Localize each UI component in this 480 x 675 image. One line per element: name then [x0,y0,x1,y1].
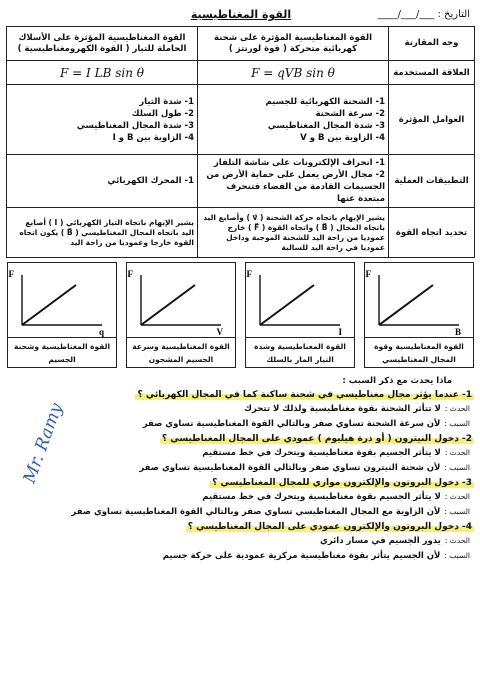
table-row-relation [7,61,475,85]
list-item: 2- مجال الأرض يعمل على حماية الأرض من الجسيمات القادمة من الفضاء فتنحرف مبتعدة عنها [206,170,385,204]
graph-f-vs-q-plot [6,263,116,339]
questions-heading: ماذا يحدث مع ذكر السبب : [342,376,452,386]
graph-caption: القوة المغناطيسية وشحنة الجسيم [7,338,117,368]
event-label: الحدث : [444,404,470,413]
event-text: لا تتأثر الشحنة بقوة مغناطيسية ولذلك لا تتحرك [244,404,441,414]
list-item: 1- شدة التيار [139,96,194,107]
table-header-row [7,27,475,61]
header-charge: القوة المغناطيسية المؤثرة على شحنة كهربائية متحركة ( قوة لورنتز ) [198,27,389,61]
table-row-factors [7,85,475,155]
graph-f-vs-i-plot [244,263,354,339]
event-line [6,535,470,547]
question-text: 2- دخول النيترون ( أو ذرة هيليوم ) عمودي على المجال المغناطيسي ؟ [161,434,472,444]
proportional-line [141,285,195,325]
graph-f-vs-b [364,262,474,368]
table-row-applications [7,155,475,208]
list-item: 4- الزاوية بين B و V [300,132,385,143]
header [6,6,474,26]
table-row-direction [7,208,475,258]
list-item: 1- انحراف الإلكترونات على شاشة التلفاز [213,158,385,168]
factors-wire [7,85,198,155]
applications-wire [7,155,198,208]
comparison-table [6,26,475,258]
y-label: F [365,269,371,279]
list-item: 3- شدة المجال المغناطيسي [76,120,194,131]
page-title: القوة المغناطيسية [190,8,292,21]
reason-text: لأن الجسيم يتأثر بقوة مغناطيسية مركزية عمودية على حركة جسيم [162,551,441,561]
direction-charge: يشير الإبهام باتجاه حركة الشحنة ( v⃗ ) وأصابع اليد باتجاه المجال ( B⃗ ) واتجاه القوة ( F⃗ ) خارج عموديا من راحة اليد للشحنة الموجبة وداخل عموديا في راحة اليد للسالبة [198,208,389,258]
x-label: B [454,327,461,337]
graph-f-vs-q [7,262,117,368]
reason-text: لأن سرعة الشحنة تساوي صفر وبالتالي القوة المغناطيسية تساوي صفر [142,419,441,429]
equation-charge: F = qVB sin θ [198,61,389,85]
proportional-line [22,285,76,325]
graph-f-vs-i [245,262,355,368]
list-item: 2- طول السلك [131,108,194,119]
question-text: 3- دخول البروتون والإلكترون موازي للمجال المغناطيسي ؟ [212,478,472,488]
reason-label: السبب : [444,551,470,560]
graph-f-vs-b-plot [363,263,473,339]
x-label: q [98,327,104,337]
reason-label: السبب : [444,463,470,472]
signature-text: Mr. Ramy [19,400,67,486]
handwritten-signature [18,400,78,490]
row-label-applications: التطبيقات العملية [389,155,475,208]
row-label-direction: تحديد اتجاه القوة [389,208,475,258]
y-label: F [8,269,14,279]
reason-line [6,506,470,518]
applications-charge [198,155,389,208]
graph-caption: القوة المغناطيسية وسرعة الجسيم المشحون [126,338,236,368]
y-label: F [127,269,133,279]
list-item: 2- سرعة الشحنة [315,108,385,119]
list-item: 3- شدة المجال المغناطيسي [267,120,385,131]
y-label: F [246,269,252,279]
event-text: يدور الجسيم في مسار دائري [320,536,441,546]
reason-text: لأن شحنة النيترون تساوي صفر وبالتالي القوة المغناطيسية تساوي صفر [139,463,441,473]
equation-wire: F = I LB sin θ [7,61,198,85]
x-label: I [338,327,342,337]
date-field: التاريخ : ___/___/____ [377,9,470,20]
question-item [6,522,474,562]
event-text: لا يتأثر الجسيم بقوة مغناطيسية ويتحرك في خط مستقيم [202,492,441,502]
row-label-relation: العلاقة المستخدمة [389,61,475,85]
row-label-factors: العوامل المؤثرة [389,85,475,155]
reason-line [6,550,470,562]
event-line [6,491,470,503]
event-label: الحدث : [444,448,470,457]
proportional-line [260,285,314,325]
list-item: 1- المحرك الكهربائي [107,176,194,186]
list-item: 4- الزاوية بين B و I [112,132,194,143]
reason-label: السبب : [444,507,470,516]
x-label: V [216,327,223,337]
header-wire: القوة المغناطيسية المؤثرة على الأسلاك الحاملة للتيار ( القوة الكهرومغناطيسية ) [7,27,198,61]
graph-caption: القوة المغناطيسية وشدة التيار المار بالسلك [245,338,355,368]
reason-label: السبب : [444,419,470,428]
reason-text: لأن الزاوية مع المجال المغناطيسي تساوي صفر وبالتالي القوة المغناطيسية تساوي صفر [71,507,441,517]
header-label: وجه المقارنة [389,27,475,61]
graph-caption: القوة المغناطيسية وقوة المجال المغناطيسي [364,338,474,368]
event-text: لا يتأثر الجسيم بقوة مغناطيسية ويتحرك في خط مستقيم [202,448,441,458]
direction-wire: يشير الإبهام باتجاه التيار الكهربائي ( I ) أصابع اليد باتجاه المجال المغناطيسي ( B⃗ ) يكون اتجاه القوة خارجا وعموديا من راحة اليد [7,208,198,258]
question-text: 1- عندما يؤثر مجال مغناطيسي في شحنة ساكنة كما في المجال الكهربائي ؟ [137,390,472,400]
graph-f-vs-v-plot [125,263,235,339]
graphs-row [6,262,474,370]
list-item: 1- الشحنة الكهربائية للجسيم [265,96,385,107]
question-text: 4- دخول البروتون والإلكترون عمودي على المجال المغناطيسي ؟ [187,522,472,532]
factors-charge [198,85,389,155]
event-label: الحدث : [444,492,470,501]
event-label: الحدث : [444,536,470,545]
proportional-line [379,285,433,325]
graph-f-vs-v [126,262,236,368]
